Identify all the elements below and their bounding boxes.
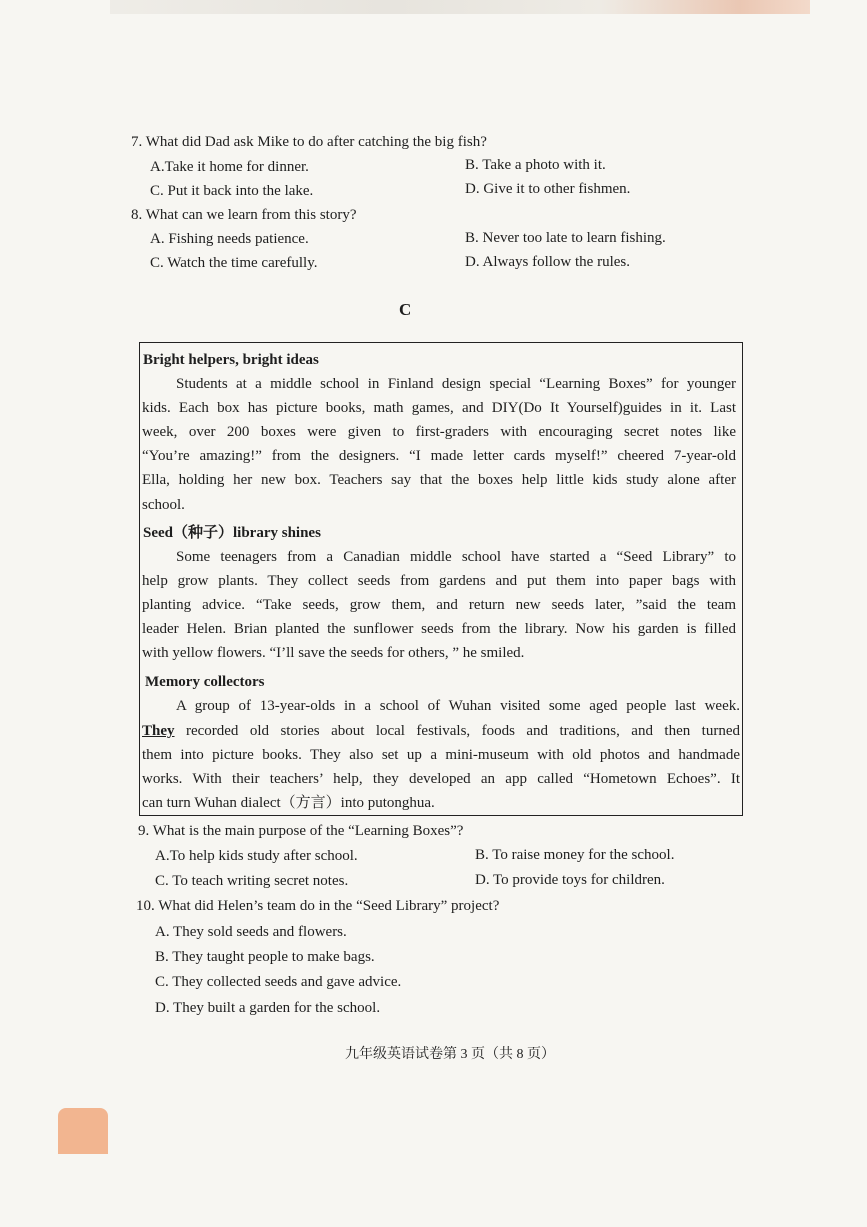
passage-3-line: works. With their teachers’ help, they developed an app called “Hometown Echoes”. It: [142, 771, 740, 787]
page-footer: 九年级英语试卷第 3 页（共 8 页）: [345, 1047, 555, 1062]
passage-1-line: kids. Each box has picture books, math games, and DIY(Do It Yourself)guides in it. Last: [142, 400, 736, 416]
question-8-option-c: C. Watch the time carefully.: [150, 255, 318, 271]
passage-3-line: can turn Wuhan dialect（方言）into putonghua.: [142, 795, 435, 811]
passage-2-line: leader Helen. Brian planted the sunflower seeds from the library. Now his garden is filled: [142, 621, 736, 637]
passage-1-line: “You’re amazing!” from the designers. “I made letter cards myself!” cheered 7-year-old: [142, 448, 736, 464]
passage-3-line: [142, 721, 740, 741]
question-10-option-c: C. They collected seeds and gave advice.: [155, 974, 402, 990]
passage-1-heading: Bright helpers, bright ideas: [143, 352, 319, 368]
passage-3-line: A group of 13-year-olds in a school of Wuhan visited some aged people last week.: [176, 698, 740, 714]
passage-2-line: with yellow flowers. “I’ll save the seeds for others, ” he smiled.: [142, 645, 525, 661]
section-letter: C: [399, 300, 412, 319]
question-9-option-b: B. To raise money for the school.: [475, 847, 675, 863]
passage-2-line: Some teenagers from a Canadian middle school have started a “Seed Library” to: [176, 549, 736, 565]
scan-corner-mark: [58, 1108, 108, 1154]
passage-3-heading: Memory collectors: [145, 674, 265, 690]
passage-1-line: Ella, holding her new box. Teachers say that the boxes help little kids study alone after: [142, 472, 736, 488]
question-8-option-d: D. Always follow the rules.: [465, 254, 630, 270]
passage-2-line: help grow plants. They collect seeds from gardens and put them into paper bags with: [142, 573, 736, 589]
question-7-option-c: C. Put it back into the lake.: [150, 183, 314, 199]
question-9-option-a: A.To help kids study after school.: [155, 848, 358, 864]
passage-1-line: Students at a middle school in Finland design special “Learning Boxes” for younger: [176, 376, 736, 392]
question-8-stem: 8. What can we learn from this story?: [131, 207, 357, 223]
passage-3-line-rest: recorded old stories about local festivals, foods and traditions, and then turned: [174, 723, 740, 739]
passage-1-line: school.: [142, 497, 185, 513]
question-9-option-d: D. To provide toys for children.: [475, 872, 665, 888]
question-10-stem: 10. What did Helen’s team do in the “Seed Library” project?: [136, 898, 500, 914]
passage-2-line: planting advice. “Take seeds, grow them, and return new seeds later, ”said the team: [142, 597, 736, 613]
question-7-option-d: D. Give it to other fishmen.: [465, 181, 631, 197]
passage-3-they-underlined: They: [142, 723, 175, 739]
question-10-option-d: D. They built a garden for the school.: [155, 1000, 381, 1016]
question-7-option-a: A.Take it home for dinner.: [150, 159, 309, 175]
passage-2-heading: Seed（种子）library shines: [143, 525, 321, 541]
question-7-option-b: B. Take a photo with it.: [465, 157, 606, 173]
passage-1-line: week, over 200 boxes were given to first-graders with encouraging secret notes like: [142, 424, 736, 440]
question-10-option-a: A. They sold seeds and flowers.: [155, 924, 347, 940]
passage-3-line: them into picture books. They also set up a mini-museum with old photos and handmade: [142, 747, 740, 763]
question-9-option-c: C. To teach writing secret notes.: [155, 873, 349, 889]
question-7-stem: 7. What did Dad ask Mike to do after catching the big fish?: [131, 134, 487, 150]
scan-top-edge: [110, 0, 810, 14]
question-10-option-b: B. They taught people to make bags.: [155, 949, 375, 965]
question-8-option-a: A. Fishing needs patience.: [150, 231, 309, 247]
question-8-option-b: B. Never too late to learn fishing.: [465, 230, 666, 246]
question-9-stem: 9. What is the main purpose of the “Learning Boxes”?: [138, 823, 464, 839]
